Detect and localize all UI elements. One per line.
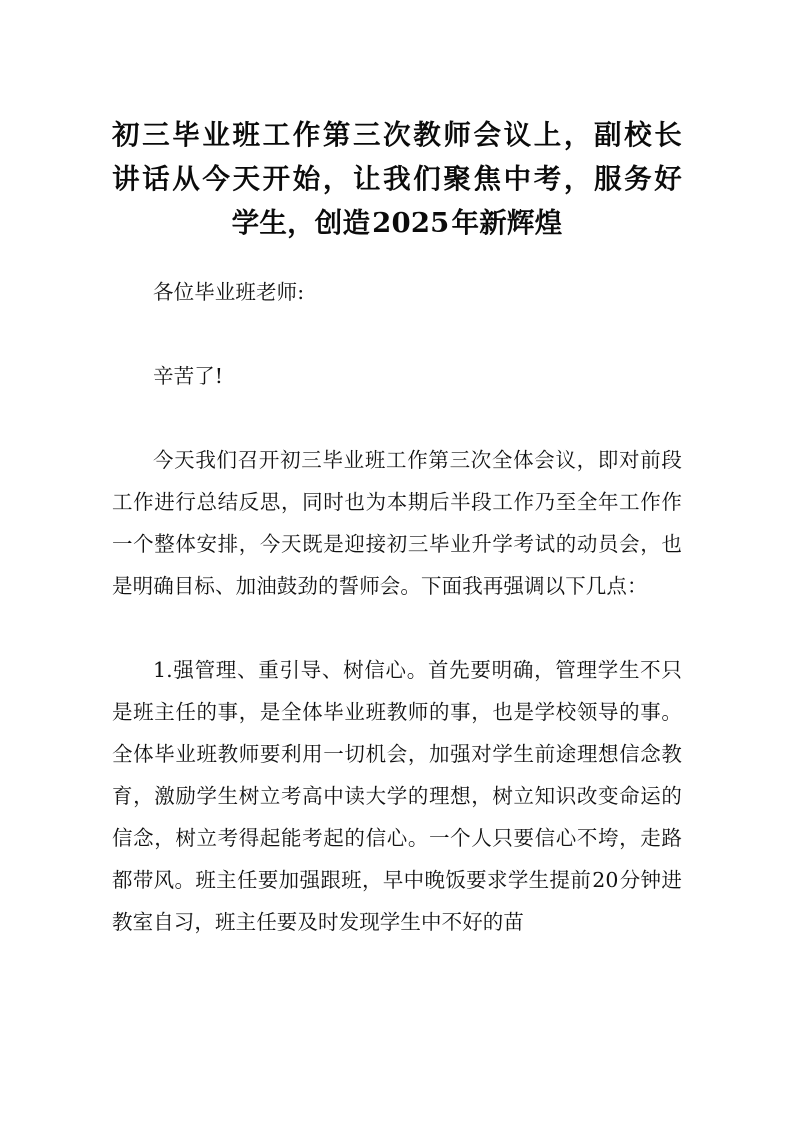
title-year-number: 2025 xyxy=(372,207,450,239)
title-line-3-pre: 学生，创造 xyxy=(231,207,371,239)
title-line-2: 讲话从今天开始，让我们聚焦中考，服务好 xyxy=(112,163,682,195)
paragraph-point-one xyxy=(112,649,682,943)
paragraph-point-one-minutes: 20 xyxy=(592,868,619,892)
paragraph-opening: 今天我们召开初三毕业班工作第三次全体会议，即对前段工作进行总结反思，同时也为本期后半段工作乃至全年工作作一个整体安排，今天既是迎接初三毕业升学考试的动员会，也是明确目标、加油鼓劲的誓师会。下面我再强调以下几点： xyxy=(112,448,682,598)
title-line-1: 初三毕业班工作第三次教师会议上，副校长 xyxy=(112,119,682,151)
title-line-3-post: 年新辉煌 xyxy=(451,207,563,239)
greeting-line: 辛苦了! xyxy=(153,364,224,388)
salutation: 各位毕业班老师: xyxy=(153,280,305,304)
page-title xyxy=(112,0,682,245)
paragraph-point-one-post: 分钟进教室自习，班主任要及时发现学生中不好的苗 xyxy=(112,868,682,934)
paragraph-point-one-pre: 1.强管理、重引导、树信心。首先要明确，管理学生不只是班主任的事，是全体毕业班教师的事，也是学校领导的事。全体毕业班教师要利用一切机会，加强对学生前途理想信念教育，激励学生树立考高中读大学的理想，树立知识改变命运的信念，树立考得起能考起的信心。一个人只要信心不垮，走路都带风。班主任要加强跟班，早中晚饭要求学生提前 xyxy=(112,658,682,892)
title-line-3 xyxy=(112,201,682,245)
document-body xyxy=(112,271,682,943)
document-content xyxy=(112,0,682,943)
